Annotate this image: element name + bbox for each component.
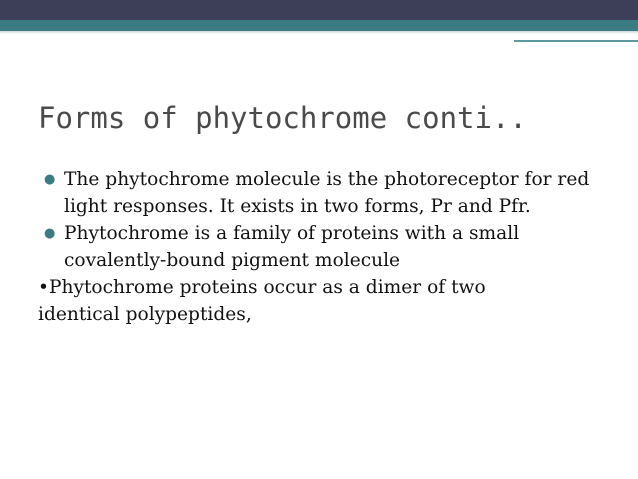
- bullet-dot-icon: ●: [44, 226, 56, 241]
- bullet-text: The phytochrome molecule is the photoreceptor for red light responses. It exists in two forms, Pr and Pfr.: [64, 169, 590, 217]
- body-paragraph: •Phytochrome proteins occur as a dimer of two identical polypeptides,: [38, 277, 486, 325]
- header-band-shadow: [0, 31, 638, 34]
- bullet-dot-icon: ●: [44, 172, 56, 187]
- bullet-text: Phytochrome is a family of proteins with a small covalently-bound pigment molecule: [64, 223, 520, 271]
- header-band-dark: [0, 0, 638, 20]
- bullet-item: [0, 220, 620, 274]
- accent-line: [514, 40, 638, 42]
- slide-title: Forms of phytochrome conti..: [38, 101, 527, 135]
- header-band-teal: [0, 20, 638, 31]
- slide-body: [0, 166, 620, 328]
- bullet-item: [0, 166, 620, 220]
